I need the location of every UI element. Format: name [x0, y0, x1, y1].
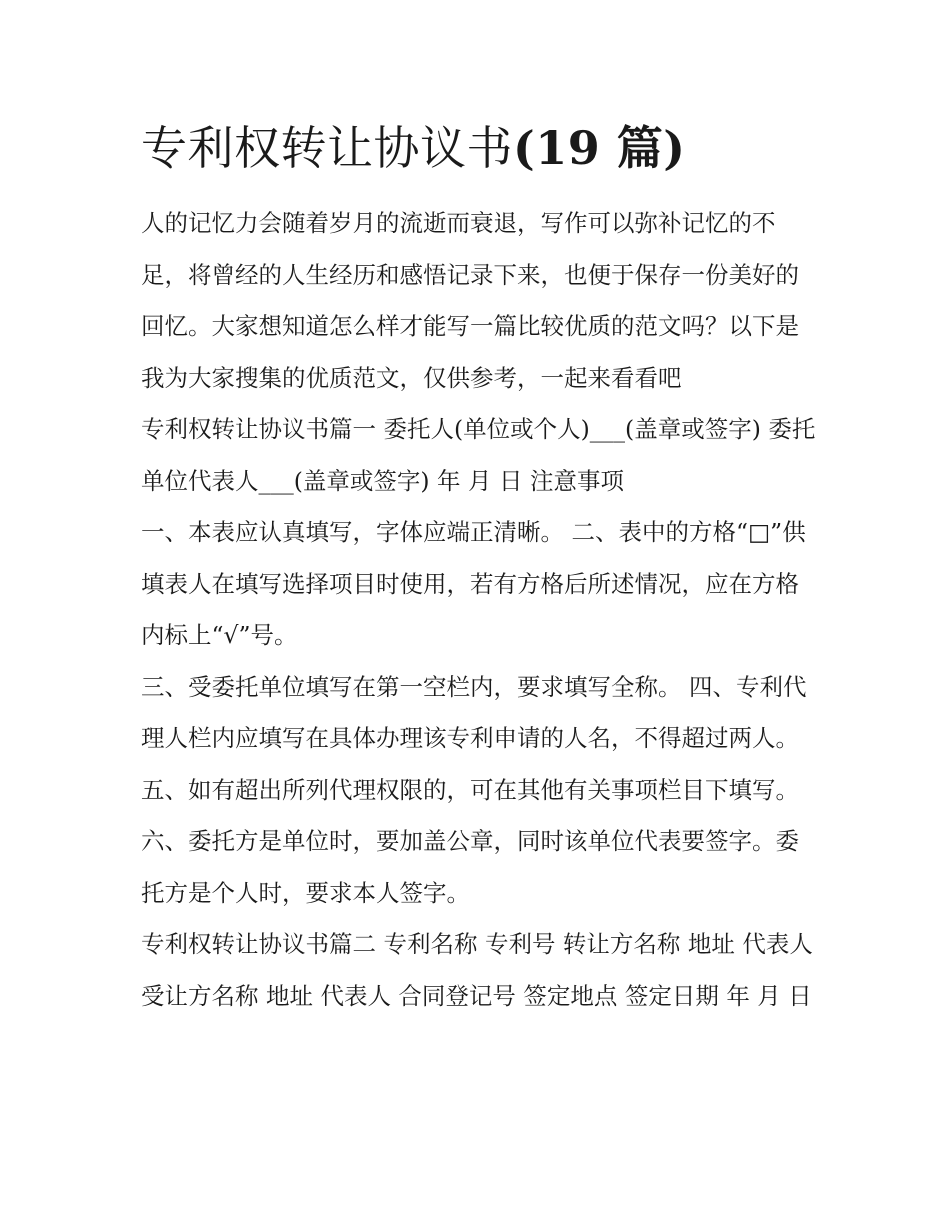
note-one-two-paragraph: 一、本表应认真填写，字体应端正清晰。 二、表中的方格“□”供填表人在填写选择项目时使用，若有方格后所述情况，应在方格内标上“√”号。 [141, 518, 806, 649]
section-two-paragraph: 专利权转让协议书篇二 专利名称 专利号 转让方名称 地址 代表人 受让方名称 地址 代表人 合同登记号 签定地点 签定日期 年 月 日 [141, 930, 813, 1010]
section-one-paragraph: 专利权转让协议书篇一 委托人(单位或个人)___(盖章或签字) 委托单位代表人___(盖章或签字) 年 月 日 注意事项 [141, 415, 816, 495]
note-three-four-paragraph: 三、受委托单位填写在第一空栏内，要求填写全称。 四、专利代理人栏内应填写在具体办理该专利申请的人名，不得超过两人。 [141, 672, 807, 752]
note-five-six-paragraph: 五、如有超出所列代理权限的，可在其他有关事项栏目下填写。 六、委托方是单位时，要加盖公章，同时该单位代表要签字。委托方是个人时，要求本人签字。 [141, 775, 799, 907]
document-page [141, 112, 821, 1022]
intro-paragraph: 人的记忆力会随着岁月的流逝而衰退，写作可以弥补记忆的不足，将曾经的人生经历和感悟记录下来，也便于保存一份美好的回忆。大家想知道怎么样才能写一篇比较优质的范文吗？以下是我为大家搜集的优质范文，仅供参考，一起来看看吧 [141, 209, 799, 392]
document-title [141, 112, 821, 184]
document-title-suffix: (19 篇) [513, 121, 686, 175]
document-title-main: 专利权转让协议书 [141, 121, 513, 175]
